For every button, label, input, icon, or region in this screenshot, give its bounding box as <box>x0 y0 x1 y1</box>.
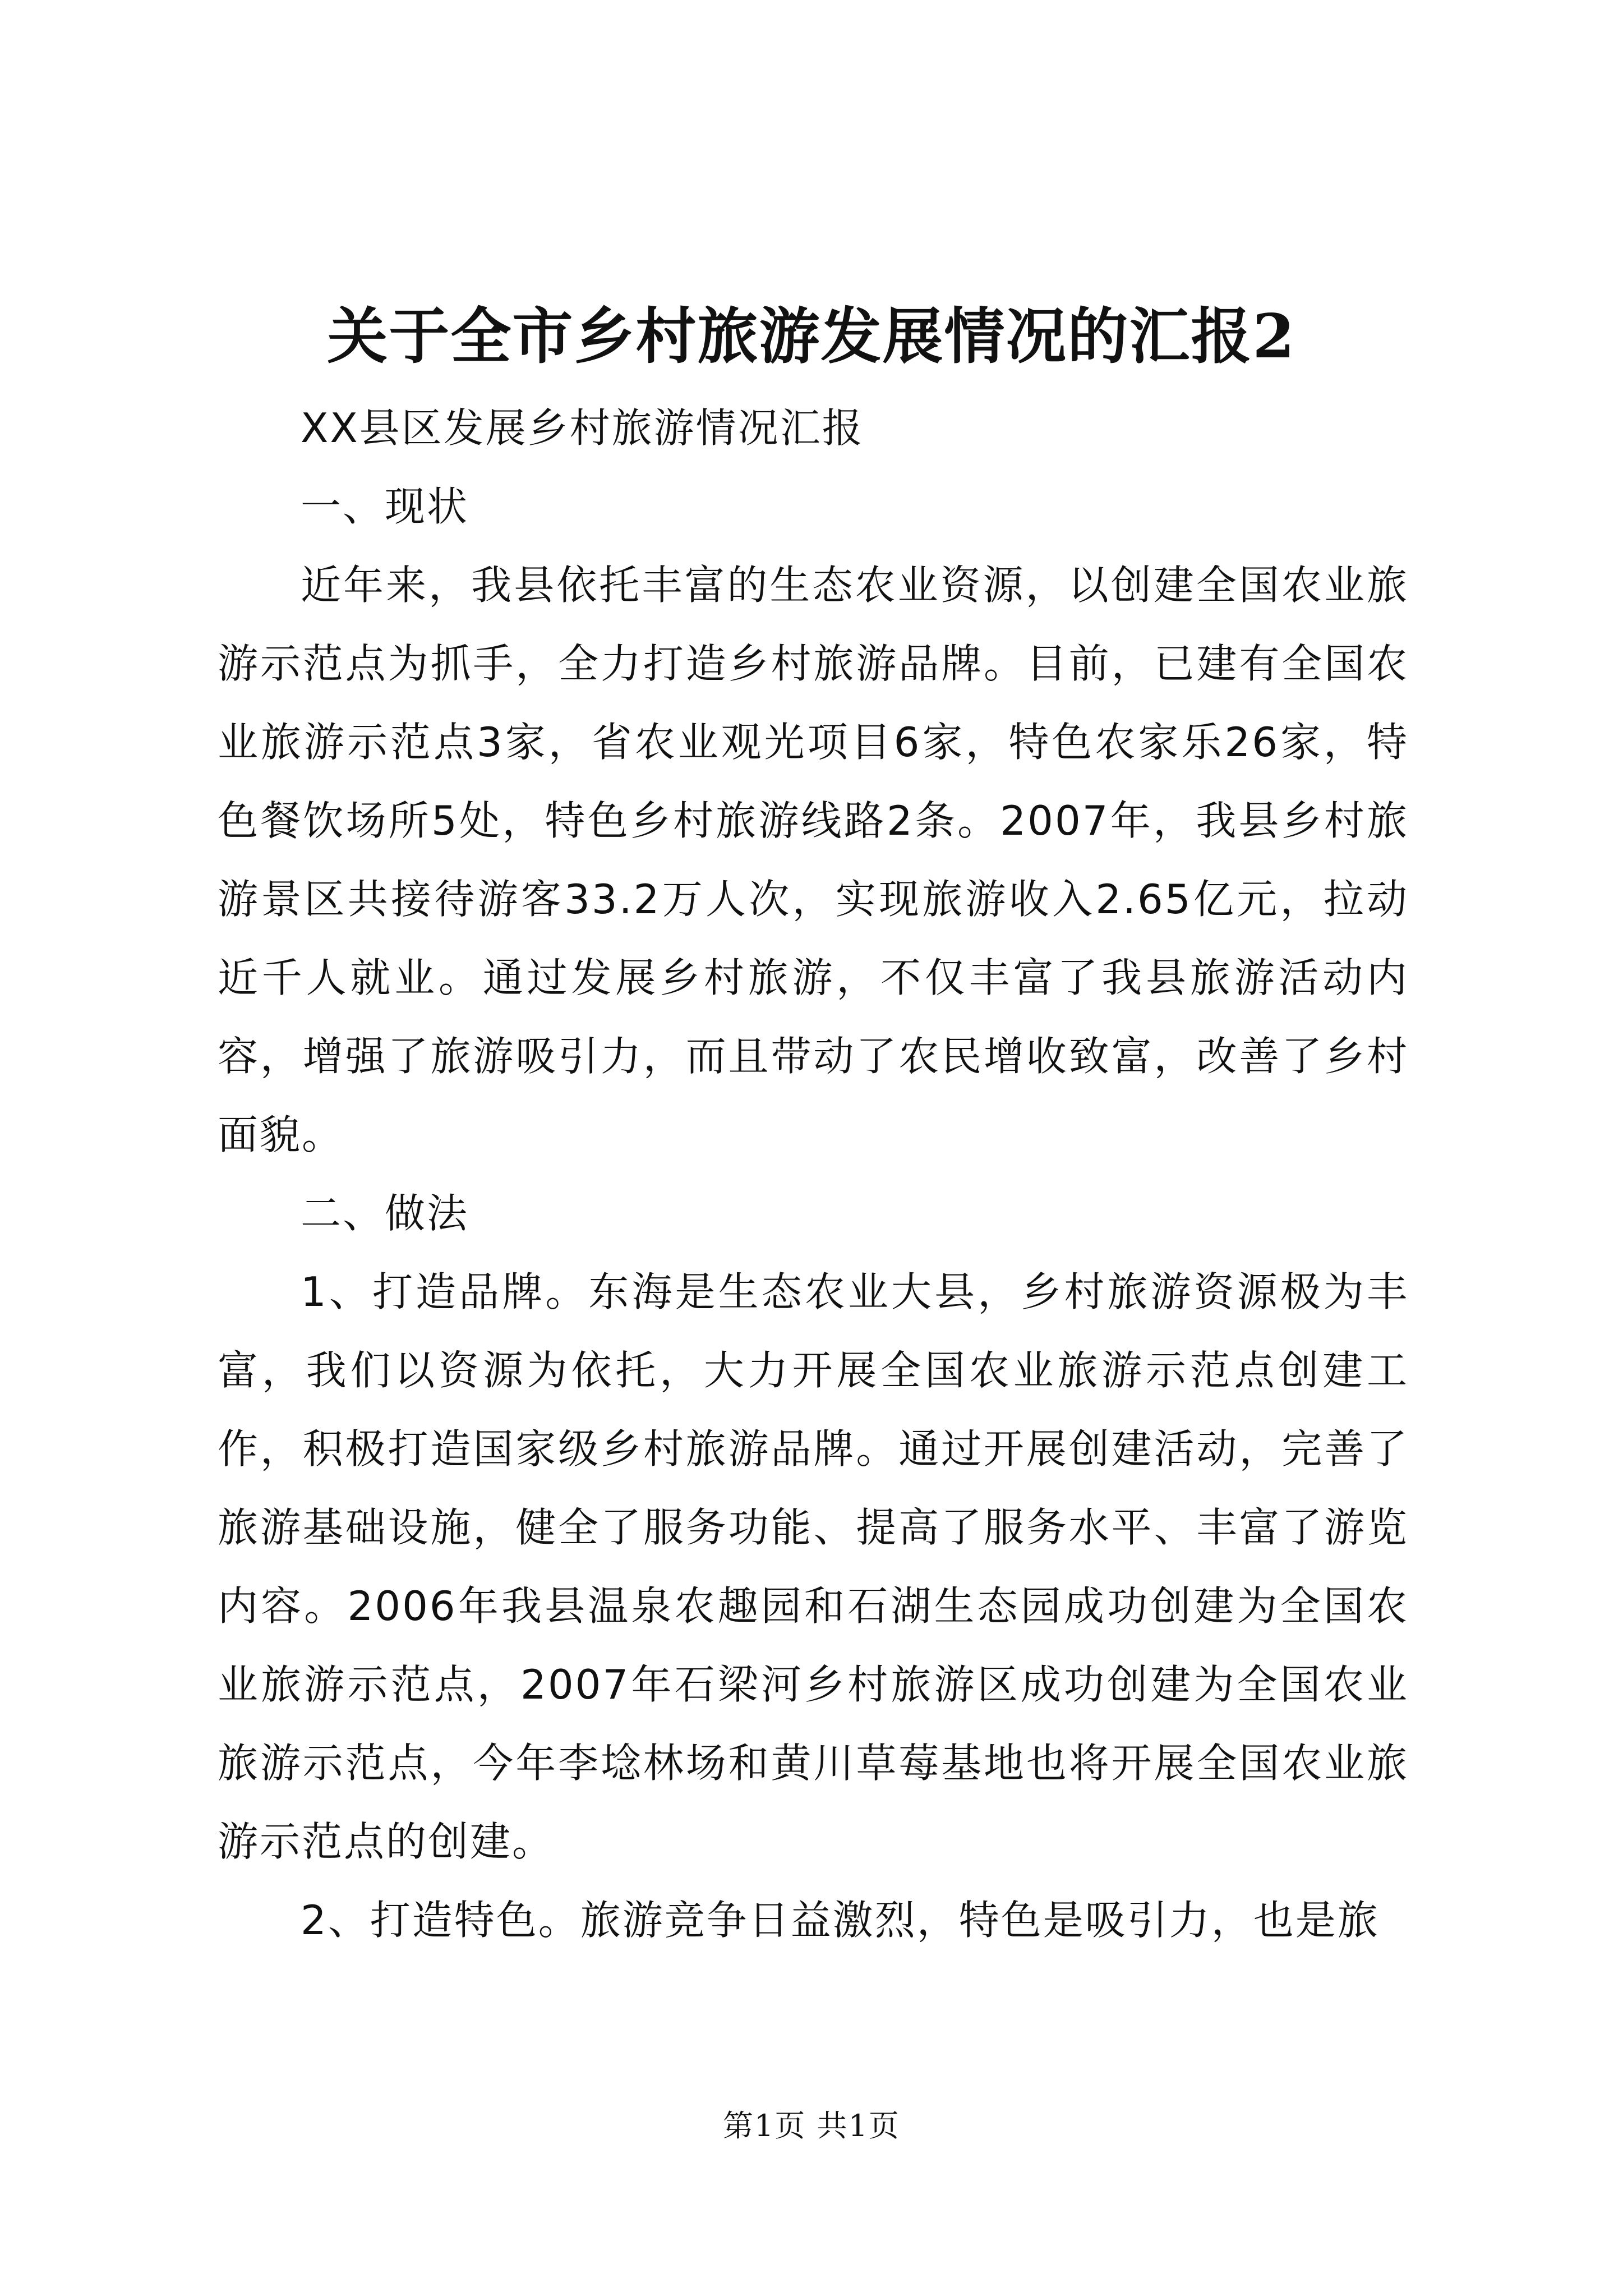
body-paragraph: 1、打造品牌。东海是生态农业大县，乡村旅游资源极为丰富，我们以资源为依托，大力开展全国农业旅游示范点创建工作，积极打造国家级乡村旅游品牌。通过开展创建活动，完善了旅游基础设施，健全了服务功能、提高了服务水平、丰富了游览内容。2006年我县温泉农趣园和石湖生态园成功创建为全国农业旅游示范点，2007年石梁河乡村旅游区成功创建为全国农业旅游示范点，今年李埝林场和黄川草莓基地也将开展全国农业旅游示范点的创建。 <box>218 1268 1409 1865</box>
document-title: 关于全市乡村旅游发展情况的汇报2 <box>327 301 1296 372</box>
page-footer: 第1页 共1页 <box>723 2108 900 2143</box>
body-paragraph: 2、打造特色。旅游竞争日益激烈，特色是吸引力，也是旅 <box>301 1897 1380 1944</box>
body-paragraph: 近年来，我县依托丰富的生态农业资源，以创建全国农业旅游示范点为抓手，全力打造乡村旅游品牌。目前，已建有全国农业旅游示范点3家，省农业观光项目6家，特色农家乐26家，特色餐饮场所5处，特色乡村旅游线路2条。2007年，我县乡村旅游景区共接待游客33.2万人次，实现旅游收入2.65亿元，拉动近千人就业。通过发展乡村旅游，不仅丰富了我县旅游活动内容，增强了旅游吸引力，而且带动了农民增收致富，改善了乡村面貌。 <box>218 562 1409 1158</box>
document-body <box>218 389 1409 1959</box>
section-heading-status: 一、现状 <box>301 483 469 530</box>
subtitle-paragraph: XX县区发展乡村旅游情况汇报 <box>301 404 864 452</box>
section-heading-methods: 二、做法 <box>301 1190 469 1237</box>
